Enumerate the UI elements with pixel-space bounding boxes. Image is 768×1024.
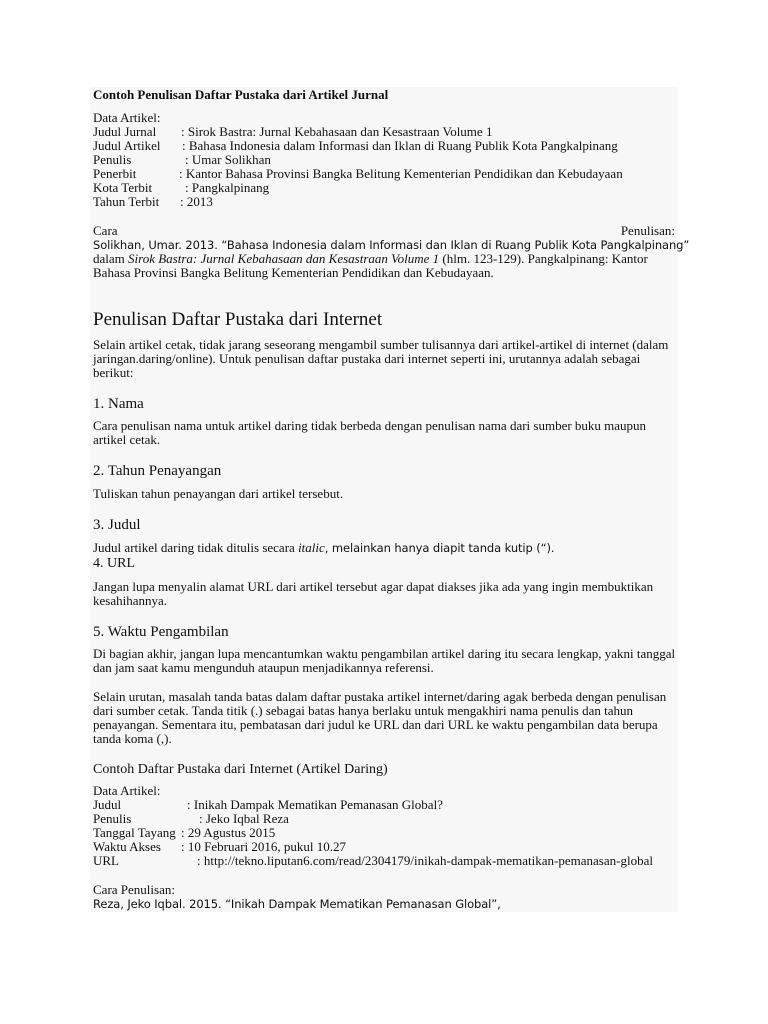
waktu-text: Di bagian akhir, jangan lupa mencantumkan waktu pengambilan artikel daring itu secara lengkap, yakni tanggal [93,646,676,661]
daring-row [93,840,346,854]
intro-line: Selain artikel cetak, tidak jarang seseorang mengambil sumber tulisannya dari artikel-artikel di internet (dalam [93,337,669,352]
row-label: Tanggal Tayang [93,825,176,840]
journal-row [93,125,492,139]
url-text: Jangan lupa menyalin alamat URL dari artikel tersebut agar dapat diakses jika ada yang ingin membuktikan [93,579,654,594]
nama-text: artikel cetak. [93,432,161,447]
judul-pre: Judul artikel daring tidak ditulis secara [93,540,299,555]
row-label: Judul Jurnal [93,124,157,139]
daring-row [93,826,275,840]
daring-heading: Contoh Daftar Pustaka dari Internet (Artikel Daring) [93,762,388,777]
section-heading-internet: Penulisan Daftar Pustaka dari Internet [93,309,383,330]
daring-data-heading: Data Artikel: [93,783,161,798]
para-line: penayangan. Sementara itu, pembatasan dari judul ke URL dan dari URL ke waktu pengambilan data berupa [93,717,658,732]
subheading-waktu: 5. Waktu Pengambilan [93,624,229,640]
journal-citation-line1: Solikhan, Umar. 2013. “Bahasa Indonesia dalam Informasi dan Iklan di Ruang Publik Kota Pangkalpinang” [93,238,690,252]
row-value: : 10 Februari 2016, pukul 10.27 [181,839,347,854]
journal-row [93,139,618,153]
journal-row [93,153,271,167]
row-label: Penulis [93,152,132,167]
citation-journal-italic: Sirok Bastra: Jurnal Kebahasaan dan Kesastraan Volume 1 [128,251,440,266]
para-line: Selain urutan, masalah tanda batas dalam daftar pustaka artikel internet/daring agak berbeda dengan penulisan [93,689,667,704]
judul-hand: , melainkan hanya diapit tanda kutip (“). [324,541,555,555]
journal-data-heading: Data Artikel: [93,110,161,125]
daring-row [93,798,443,812]
journal-citation-line3: Bahasa Provinsi Bangka Belitung Kementerian Pendidikan dan Kebudayaan. [93,265,494,280]
row-label: Judul Artikel [93,138,161,153]
journal-row [93,195,213,209]
cara-label: Cara [93,223,118,238]
daring-citation: Reza, Jeko Iqbal. 2015. “Inikah Dampak Mematikan Pemanasan Global”, [93,897,501,911]
journal-title: Contoh Penulisan Daftar Pustaka dari Artikel Jurnal [93,87,389,102]
row-label: Judul [93,797,122,812]
journal-row [93,167,623,181]
journal-row [93,181,269,195]
cara-penulisan-line [93,224,675,238]
row-value: : http://tekno.liputan6.com/read/2304179/inikah-dampak-mematikan-pemanasan-global [197,853,653,868]
judul-text [93,541,554,555]
intro-line: berikut: [93,365,134,380]
intro-line: jaringan.daring/online). Untuk penulisan daftar pustaka dari internet seperti ini, urutannya adalah sebagai [93,351,641,366]
row-value: : Bahasa Indonesia dalam Informasi dan Iklan di Ruang Publik Kota Pangkalpinang [182,138,618,153]
judul-italic: italic [298,540,325,555]
para-line: dari sumber cetak. Tanda titik (.) sebagai batas hanya berlaku untuk mengakhiri nama penulis dan tahun [93,703,633,718]
subheading-judul: 3. Judul [93,517,141,533]
row-value: : 2013 [180,194,213,209]
row-value: : Sirok Bastra: Jurnal Kebahasaan dan Kesastraan Volume 1 [181,124,493,139]
row-value: : 29 Agustus 2015 [181,825,276,840]
url-text: kesahihannya. [93,593,168,608]
row-label: Penerbit [93,166,137,181]
tahun-text: Tuliskan tahun penayangan dari artikel tersebut. [93,486,344,501]
citation-post: (hlm. 123-129). Pangkalpinang: Kantor [439,251,648,266]
nama-text: Cara penulisan nama untuk artikel daring tidak berbeda dengan penulisan nama dari sumber buku maupun [93,418,647,433]
daring-cara-label: Cara Penulisan: [93,882,175,897]
waktu-text: dan jam saat kamu mengunduh ataupun menjadikannya referensi. [93,660,434,675]
daring-row [93,854,653,868]
row-value: : Inikah Dampak Mematikan Pemanasan Global? [187,797,443,812]
penulisan-label: Penulisan: [620,223,675,238]
journal-citation-line2 [93,252,648,266]
row-label: Kota Terbit [93,180,153,195]
row-label: Tahun Terbit [93,194,160,209]
subheading-nama: 1. Nama [93,396,144,412]
row-label: Penulis [93,811,132,826]
para-line: tanda koma (,). [93,731,172,746]
citation-pre: dalam [93,251,129,266]
subheading-tahun: 2. Tahun Penayangan [93,463,222,479]
row-value: : Jeko Iqbal Reza [199,811,289,826]
row-label: Waktu Akses [93,839,161,854]
row-value: : Kantor Bahasa Provinsi Bangka Belitung Kementerian Pendidikan dan Kebudayaan [179,166,623,181]
row-label: URL [93,853,119,868]
row-value: : Umar Solikhan [185,152,271,167]
subheading-url: 4. URL [93,556,135,571]
daring-row [93,812,289,826]
row-value: : Pangkalpinang [185,180,270,195]
